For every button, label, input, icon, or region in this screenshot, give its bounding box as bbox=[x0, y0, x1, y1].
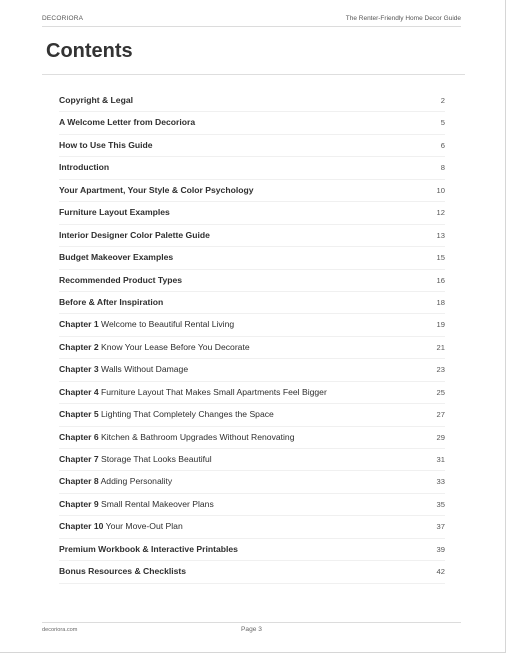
toc-chapter-title: Walls Without Damage bbox=[101, 364, 189, 375]
toc-entry[interactable] bbox=[59, 180, 445, 202]
toc-entry-text bbox=[59, 247, 173, 268]
toc-entry[interactable] bbox=[59, 449, 445, 471]
toc-entry[interactable] bbox=[59, 561, 445, 583]
toc-page-number: 16 bbox=[436, 275, 445, 285]
footer-site: decoriora.com bbox=[42, 627, 78, 633]
toc-chapter-number: Chapter 7 bbox=[59, 454, 99, 464]
toc-chapter-title: Lighting That Completely Changes the Space bbox=[101, 409, 274, 420]
toc-entry-text bbox=[59, 202, 170, 223]
toc-entry-text bbox=[59, 427, 295, 448]
toc-entry-text bbox=[59, 561, 186, 582]
toc-page-number: 19 bbox=[436, 320, 445, 330]
toc-chapter-number: Chapter 10 bbox=[59, 521, 104, 532]
footer-page-number: Page 3 bbox=[241, 626, 262, 633]
toc-entry-text bbox=[59, 112, 195, 133]
toc-entry[interactable] bbox=[59, 539, 445, 561]
toc-section-title: Bonus Resources & Checklists bbox=[59, 566, 187, 577]
toc-page-number: 42 bbox=[436, 567, 445, 577]
toc-entry-text bbox=[59, 449, 212, 470]
toc-chapter-number: Chapter 2 bbox=[59, 341, 99, 352]
toc-chapter-title: Welcome to Beautiful Rental Living bbox=[101, 319, 235, 330]
toc-page-number: 15 bbox=[436, 253, 445, 263]
toc-chapter-title: Furniture Layout That Makes Small Apartments Feel Bigger bbox=[101, 386, 327, 397]
toc-entry[interactable] bbox=[59, 90, 445, 112]
toc-entry[interactable] bbox=[59, 157, 445, 179]
page-title: Contents bbox=[46, 40, 133, 62]
toc-entry-text bbox=[59, 225, 210, 246]
toc-page-number: 12 bbox=[436, 208, 445, 218]
toc-chapter-title: Storage That Looks Beautiful bbox=[101, 454, 212, 464]
toc-entry[interactable] bbox=[59, 314, 445, 336]
toc-entry-text bbox=[59, 135, 153, 156]
toc-page-number: 27 bbox=[436, 410, 445, 420]
toc-page-number: 39 bbox=[436, 544, 445, 554]
toc-entry[interactable] bbox=[59, 516, 445, 538]
toc-chapter-title: Small Rental Makeover Plans bbox=[101, 498, 214, 509]
toc-chapter-title: Your Move-Out Plan bbox=[105, 521, 183, 532]
toc-section-title: How to Use This Guide bbox=[59, 139, 153, 150]
toc-section-title: Introduction bbox=[59, 162, 110, 173]
toc-entry[interactable] bbox=[59, 202, 445, 224]
toc-page-number: 8 bbox=[440, 163, 445, 173]
toc-page-number: 37 bbox=[436, 522, 445, 532]
toc-section-title: Your Apartment, Your Style & Color Psychology bbox=[59, 184, 254, 195]
toc-entry-text bbox=[59, 90, 133, 111]
toc-page-number: 33 bbox=[436, 477, 445, 487]
toc-page-number: 13 bbox=[436, 230, 445, 240]
toc-entry[interactable] bbox=[59, 494, 445, 516]
toc-chapter-number: Chapter 9 bbox=[59, 498, 99, 509]
table-of-contents bbox=[59, 90, 445, 584]
toc-entry[interactable] bbox=[59, 225, 445, 247]
toc-chapter-number: Chapter 5 bbox=[59, 409, 99, 420]
toc-page-number: 23 bbox=[436, 365, 445, 375]
toc-chapter-number: Chapter 3 bbox=[59, 364, 99, 375]
toc-entry[interactable] bbox=[59, 359, 445, 381]
toc-page-number: 21 bbox=[436, 342, 445, 352]
toc-entry[interactable] bbox=[59, 247, 445, 269]
toc-entry[interactable] bbox=[59, 427, 445, 449]
toc-entry-text bbox=[59, 270, 182, 291]
toc-chapter-number: Chapter 4 bbox=[59, 386, 99, 397]
toc-chapter-number: Chapter 6 bbox=[59, 431, 99, 442]
header-brand: DECORIORA bbox=[42, 15, 84, 22]
toc-section-title: Before & After Inspiration bbox=[59, 296, 164, 307]
toc-chapter-title: Kitchen & Bathroom Upgrades Without Renovating bbox=[101, 431, 295, 442]
toc-section-title: Budget Makeover Examples bbox=[59, 252, 174, 263]
header-guide-title: The Renter-Friendly Home Decor Guide bbox=[345, 15, 461, 22]
toc-entry[interactable] bbox=[59, 471, 445, 493]
toc-page-number: 2 bbox=[440, 96, 445, 105]
toc-entry-text bbox=[59, 494, 214, 515]
toc-entry-text bbox=[59, 157, 109, 178]
running-header bbox=[42, 15, 461, 27]
toc-chapter-number: Chapter 1 bbox=[59, 319, 99, 330]
toc-entry[interactable] bbox=[59, 135, 445, 157]
toc-entry-text bbox=[59, 382, 327, 403]
toc-section-title: Premium Workbook & Interactive Printables bbox=[59, 543, 238, 554]
toc-entry[interactable] bbox=[59, 270, 445, 292]
toc-entry-text bbox=[59, 180, 254, 201]
toc-entry-text bbox=[59, 359, 188, 380]
toc-page-number: 6 bbox=[440, 140, 445, 150]
toc-entry-text bbox=[59, 539, 238, 560]
toc-page-number: 25 bbox=[436, 387, 445, 397]
title-divider bbox=[42, 74, 465, 75]
toc-entry[interactable] bbox=[59, 292, 445, 314]
toc-page-number: 5 bbox=[440, 118, 445, 128]
toc-section-title: Recommended Product Types bbox=[59, 274, 183, 285]
toc-section-title: Copyright & Legal bbox=[59, 95, 134, 105]
toc-entry[interactable] bbox=[59, 337, 445, 359]
toc-chapter-title: Know Your Lease Before You Decorate bbox=[101, 341, 250, 352]
toc-entry-text bbox=[59, 314, 234, 335]
toc-section-title: Furniture Layout Examples bbox=[59, 207, 170, 218]
toc-page-number: 31 bbox=[436, 455, 445, 464]
toc-entry[interactable] bbox=[59, 382, 445, 404]
toc-entry-text bbox=[59, 516, 183, 537]
toc-page-number: 29 bbox=[436, 432, 445, 442]
toc-entry[interactable] bbox=[59, 112, 445, 134]
toc-entry-text bbox=[59, 292, 163, 313]
toc-page-number: 18 bbox=[436, 297, 445, 307]
running-footer bbox=[42, 622, 461, 635]
toc-section-title: Interior Designer Color Palette Guide bbox=[59, 229, 210, 240]
toc-page-number: 35 bbox=[436, 499, 445, 509]
toc-chapter-title: Adding Personality bbox=[100, 476, 173, 487]
toc-chapter-number: Chapter 8 bbox=[59, 476, 99, 487]
toc-entry-text bbox=[59, 337, 250, 358]
toc-section-title: A Welcome Letter from Decoriora bbox=[59, 117, 196, 128]
toc-entry-text bbox=[59, 404, 274, 425]
toc-entry[interactable] bbox=[59, 404, 445, 426]
toc-page-number: 10 bbox=[436, 185, 445, 195]
toc-entry-text bbox=[59, 471, 172, 492]
